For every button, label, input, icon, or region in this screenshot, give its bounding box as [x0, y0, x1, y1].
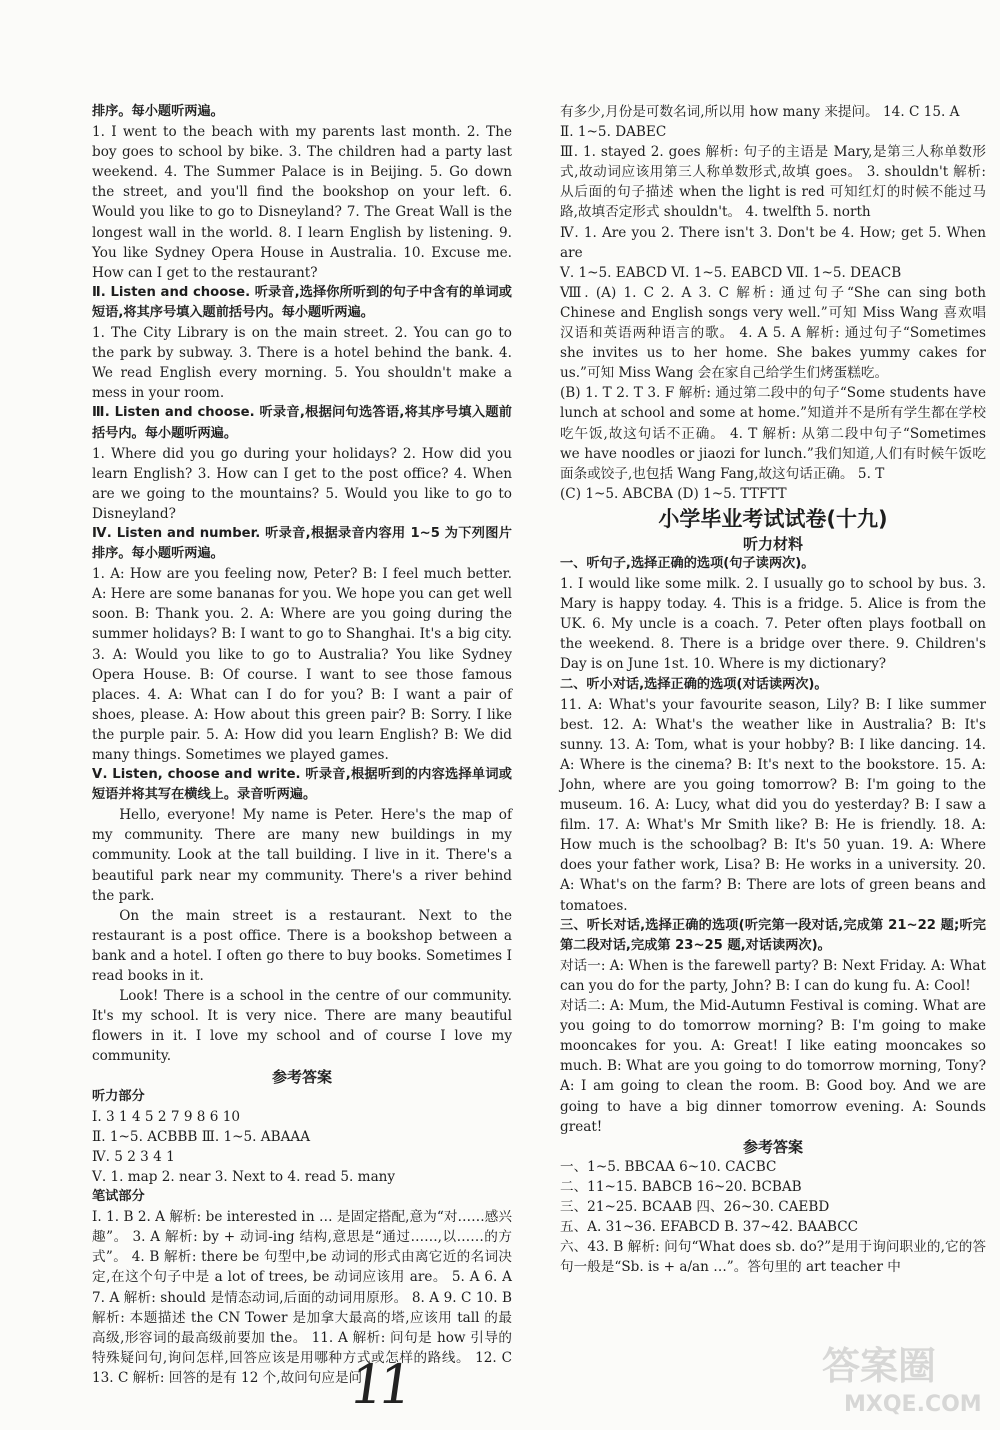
- paragraph: Ⅳ. 5 2 3 4 1: [92, 1148, 175, 1165]
- question-heading: Ⅲ. Listen and choose. 听录音,根据问句选答语,将其序号填入题前括号内。每小题听两遍。: [92, 405, 512, 441]
- paragraph: Ⅳ. 1. Are you 2. There isn't 3. Don't be 4. How; get 5. When are: [560, 224, 986, 261]
- paragraph: (C) 1~5. ABCBA (D) 1~5. TTFTT: [560, 485, 787, 502]
- section-heading: 听力材料: [742, 534, 803, 553]
- paragraph: Ⅰ. 1. B 2. A 解析: be interested in … 是固定搭配,意为“对……感兴趣”。 3. A 解析: by + 动词-ing 结构,意思是“通过……,以……的方式”。 4. B 解析: there be 句型中,be 动词的形式由离它近的名词决定,在这个句子中是 a lot of trees, be 动词应该用 are。 5. A 6. A 7. A 解析: should 是情态动词,后面的动词用原形。 8. A 9. C 10. B 解析: 本题描述 the CN Tower 是加拿大最高的塔,应该用 tall 的最高级,形容词的最高级前要加 the。 11. A 解析: 问句是 how 引导的特殊疑问句,询问怎样,回答应该是用哪种方式或怎样的路线。 12. C 13. C 解析: 回答的是有 12 个,故问句应是问: [92, 1209, 512, 1386]
- question-heading: 三、听长对话,选择正确的选项(听完第一段对话,完成第 21~22 题;听完第二段对话,完成第 23~25 题,对话读两次)。: [560, 917, 986, 953]
- paragraph: (B) 1. T 2. T 3. F 解析: 通过第二段中的句子“Some students have lunch at school and some at home.”知道并不是所有学生都在学校吃午饭,故这句话不正确。 4. T 解析: 从第二段中句子“Sometimes we have noodles or jiaozi for lunch.”我们知道,人们有时候午饭吃面条或饺子,也包括 Wang Fang,故这句话正确。 5. T: [560, 385, 986, 482]
- paragraph: 三、21~25. BCAAB 四、26~30. CAEBD: [560, 1198, 830, 1215]
- paragraph: Ⅴ. 1. map 2. near 3. Next to 4. read 5. many: [92, 1168, 396, 1185]
- question-heading: Ⅱ. Listen and choose. 听录音,选择你所听到的句子中含有的单词或短语,将其序号填入题前括号内。每小题听两遍。: [92, 284, 512, 320]
- paragraph: Ⅷ. (A) 1. C 2. A 3. C 解析: 通过句子“She can sing both Chinese and English songs very well.”可知 Miss Wang 喜欢唱汉语和英语两种语言的歌。 4. A 5. A 解析: 通过句子“Sometimes she invites us to her home. She bakes yummy cakes for us.”可知 Miss Wang 会在家自己给学生们烤蛋糕吃。: [560, 284, 986, 382]
- watermark-url: MXQE.COM: [844, 1392, 982, 1417]
- question-heading: Ⅴ. Listen, choose and write. 听录音,根据听到的内容选择单词或短语并将其写在横线上。录音听两遍。: [92, 767, 512, 803]
- paragraph: Ⅴ. 1~5. EABCD Ⅵ. 1~5. EABCD Ⅶ. 1~5. DEACB: [560, 264, 902, 281]
- paragraph: 1. The City Library is on the main street. 2. You can go to the park by subway. 3. There is a hotel behind the bank. 4. We read English every morning. 5. You shouldn't make a mess in your room.: [92, 325, 512, 402]
- paragraph: 11. A: What's your favourite season, Lily? B: I like summer best. 12. A: What's the weather like in Australia? B: It's sunny. 13. A: Tom, what is your hobby? B: I like dancing. 14. A: Where is the cinema? B: It's next to the bookstore. 15. A: John, where are you going tomorrow? B: I'm going to the museum. 16. A: Lucy, what did you do yesterday? B: I saw a film. 17. A: What's Mr Smith like? B: He is friendly. 18. A: How much is the schoolbag? B: It's 50 yuan. 19. A: Where does your father work, Lisa? B: He works in a university. 20. A: What's on the farm? B: There are lots of green beans and tomatoes.: [560, 696, 986, 914]
- section-heading: 参考答案: [271, 1067, 332, 1086]
- question-heading: 听力部分: [92, 1088, 145, 1104]
- paragraph: 1. A: How are you feeling now, Peter? B: I feel much better. A: Here are some bananas for you. We hope you can get well soon. B: Thank you. 2. A: Where are you going during the summer holidays? B: I want to go to Shanghai. It's a big city. 3. A: Would you like to go to Australia? You like Sydney Opera House. B: Of course. I want to see those famous places. 4. A: What can I do for you? B: I want a pair of shoes, please. A: How about this green pair? B: Sorry. I like the purple pair. 5. A: How did you learn English? B: We did many things. Sometimes we played games.: [92, 566, 512, 763]
- right-column: [560, 102, 986, 1277]
- section-heading: 参考答案: [742, 1137, 803, 1156]
- paragraph: Ⅱ. 1~5. DABEC: [560, 124, 667, 141]
- paragraph: 五、A. 31~36. EFABCD B. 37~42. BAABCC: [560, 1219, 859, 1236]
- paragraph: Look! There is a school in the centre of our community. It's my school. It is very nice. There are many beautiful flowers in it. I love my school and of course I love my community.: [92, 988, 512, 1065]
- left-column: [92, 102, 512, 1388]
- question-heading: 排序。每小题听两遍。: [92, 104, 224, 119]
- paragraph: 1. I would like some milk. 2. I usually go to school by bus. 3. Mary is happy today. 4. This is a fridge. 5. Alice is from the UK. 6. My uncle is a coach. 7. Peter often plays football on the weekend. 8. There is a bridge over there. 9. Children's Day is on June 1st. 10. Where is my dictionary?: [560, 576, 986, 673]
- paragraph: 有多少,月份是可数名词,所以用 how many 来提问。 14. C 15. A: [560, 104, 960, 120]
- paragraph: 对话一: A: When is the farewell party? B: Next Friday. A: What can you do for the party, John? B: I can do kung fu. A: Cool!: [560, 957, 986, 994]
- paragraph: Ⅲ. 1. stayed 2. goes 解析: 句子的主语是 Mary,是第三人称单数形式,故动词应该用第三人称单数形式,故填 goes。 3. shouldn't 解析: 从后面的句子描述 when the light is red 可知红灯的时候不能过马路,故填否定形式 shouldn't。 4. twelfth 5. north: [560, 144, 986, 221]
- paragraph: On the main street is a restaurant. Next to the restaurant is a post office. There is a bookshop between a bank and a hotel. I often go there to buy books. Sometimes I read books in it.: [92, 907, 512, 985]
- question-heading: 一、听句子,选择正确的选项(句子读两次)。: [560, 555, 815, 571]
- question-heading: 二、听小对话,选择正确的选项(对话读两次)。: [560, 676, 828, 692]
- paragraph: 1. Where did you go during your holidays? 2. How did you learn English? 3. How can I get to the post office? 4. When are we going to the mountains? 5. Would you like to go to Disneyland?: [92, 445, 512, 522]
- paragraph: 一、1~5. BBCAA 6~10. CACBC: [560, 1158, 777, 1175]
- paragraph: Ⅰ. 3 1 4 5 2 7 9 8 6 10: [92, 1108, 241, 1125]
- handwritten-page-number: 11: [345, 1353, 412, 1416]
- watermark-logo: 答案圈: [822, 1344, 937, 1388]
- paragraph: 1. I went to the beach with my parents last month. 2. The boy goes to school by bike. 3. The children had a party last weekend. 4. The Summer Palace is in Beijing. 5. Go down the street, and you'll find the bookshop on your left. 6. Would you like to go to Disneyland? 7. The Great Wall is the longest wall in the world. 8. I learn English by listening. 9. You like Sydney Opera House in Australia. 10. Excuse me. How can I get to the restaurant?: [92, 124, 512, 281]
- paragraph: Hello, everyone! My name is Peter. Here's the map of my community. There are many new buildings in my community. Look at the tall building. I live in it. There's a beautiful park near my community. There's a river behind the park.: [92, 807, 512, 904]
- paragraph: 对话二: A: Mum, the Mid-Autumn Festival is coming. What are you going to do tomorrow morning? B: I'm going to make mooncakes for you. A: Great! I like eating mooncakes so much. B: What are you going to do tomorrow morning, Tony? A: I am going to clean the room. B: Good boy. And we are going to have a big dinner tomorrow evening. A: Sounds great!: [560, 998, 986, 1135]
- question-heading: 笔试部分: [92, 1189, 145, 1205]
- paper-title: 小学毕业考试试卷(十九): [658, 506, 888, 531]
- paragraph: 六、43. B 解析: 问句“What does sb. do?”是用于询问职业的,它的答句一般是“Sb. is + a/an …”。答句里的 art teacher 中: [560, 1239, 986, 1276]
- paragraph: 二、11~15. BABCB 16~20. BCBAB: [560, 1178, 802, 1195]
- paragraph: Ⅱ. 1~5. ACBBB Ⅲ. 1~5. ABAAA: [92, 1128, 311, 1145]
- question-heading: Ⅳ. Listen and number. 听录音,根据录音内容用 1~5 为下列图片排序。每小题听两遍。: [92, 525, 512, 562]
